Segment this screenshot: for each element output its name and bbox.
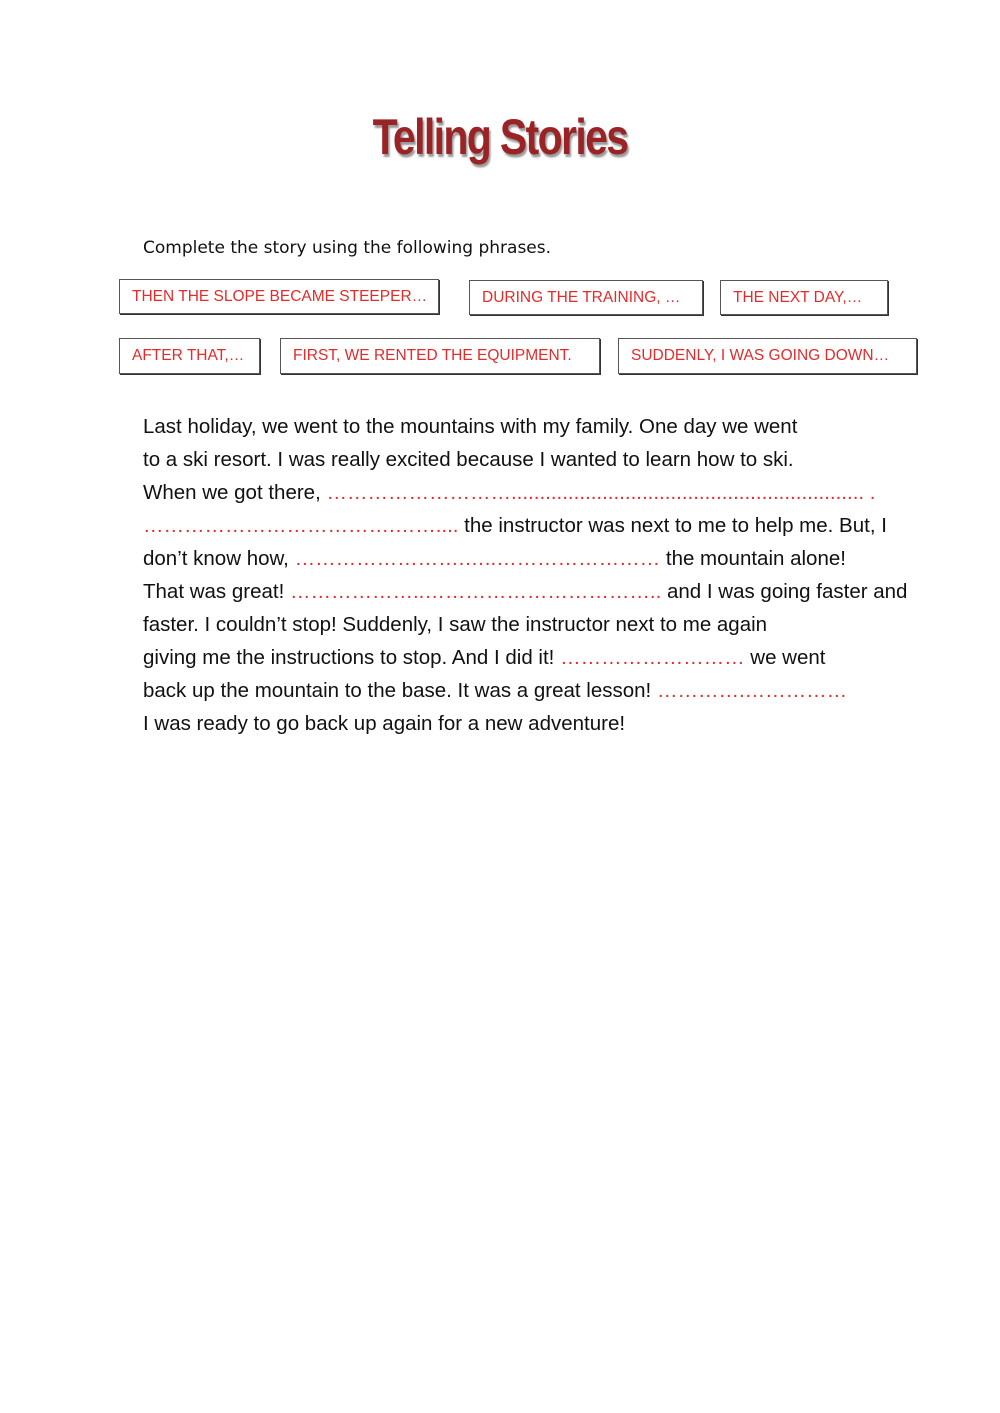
phrase-card-after-that[interactable]: AFTER THAT,… — [119, 338, 260, 374]
worksheet-title: Telling Stories — [372, 109, 628, 165]
story-line-2: to a ski resort. I was really excited because I wanted to learn how to ski. — [143, 448, 794, 471]
phrase-card-first-rented[interactable]: FIRST, WE RENTED THE EQUIPMENT. — [280, 338, 600, 374]
story-line-9: back up the mountain to the base. It was a great lesson! ………….…………… — [143, 679, 848, 702]
answer-blank-6[interactable]: ………….…………… — [656, 679, 848, 702]
story-line-1: Last holiday, we went to the mountains with my family. One day we went — [143, 415, 798, 438]
answer-blank-4[interactable]: ………………..…………………………….. — [289, 580, 662, 603]
answer-blank-1[interactable]: ……………………….............................................................. . — [326, 481, 876, 504]
instructions-text: Complete the story using the following phrases. — [143, 238, 552, 258]
story-line-7: faster. I couldn’t stop! Suddenly, I saw the instructor next to me again — [143, 613, 768, 636]
phrase-card-suddenly[interactable]: SUDDENLY, I WAS GOING DOWN… — [618, 338, 917, 374]
story-line-3: When we got there, ……………………….............................................................. . — [143, 481, 876, 504]
answer-blank-2[interactable]: ……………………………….…….... — [143, 514, 459, 537]
story-line-10: I was ready to go back up again for a new adventure! — [143, 712, 626, 735]
story-line-6: That was great! ………………..…………………………….. and I was going faster and — [143, 580, 908, 603]
story-line-5: don’t know how, …………………….…..…………………… the mountain alone! — [143, 547, 846, 570]
phrase-card-during-training[interactable]: DURING THE TRAINING, … — [469, 280, 703, 315]
answer-blank-3[interactable]: …………………….…..…………………… — [294, 547, 661, 570]
story-line-4: ……………………………….…….... the instructor was next to me to help me. But, I — [143, 514, 887, 537]
story-text — [143, 410, 908, 740]
phrase-card-steeper[interactable]: THEN THE SLOPE BECAME STEEPER… — [119, 279, 439, 314]
answer-blank-5[interactable]: ……………………… — [560, 646, 745, 669]
story-line-8: giving me the instructions to stop. And I did it! ……………………… we went — [143, 646, 826, 669]
phrase-card-next-day[interactable]: THE NEXT DAY,… — [720, 280, 888, 315]
